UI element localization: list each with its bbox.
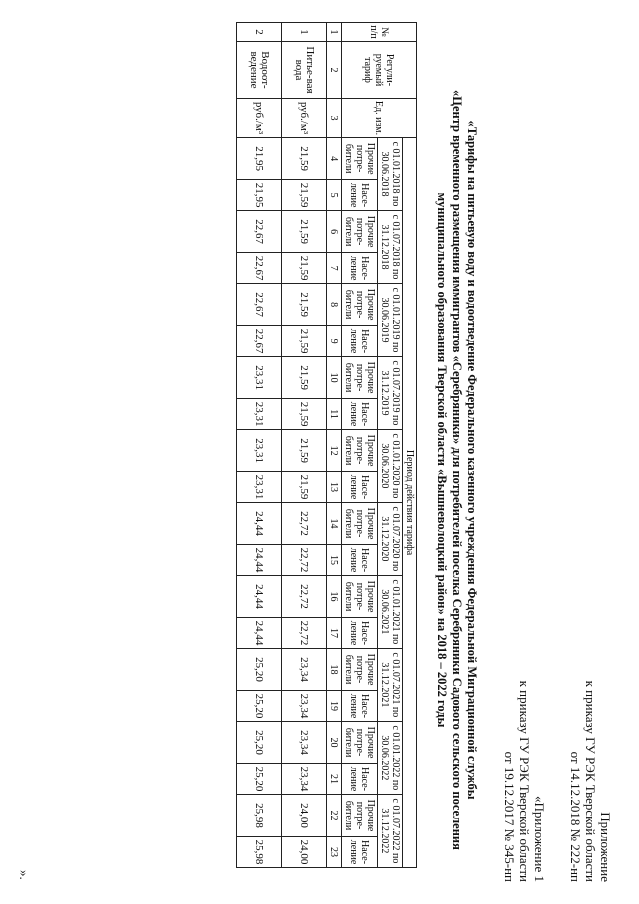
period-cell: с 01.07.2020 по 31.12.2020 bbox=[378, 502, 403, 575]
appendix-line: от 14.12.2018 № 222-нп bbox=[568, 751, 583, 882]
tariff-value: 21,59 bbox=[282, 253, 327, 284]
tariff-value: 23,31 bbox=[237, 429, 282, 471]
column-index-cell: 2 bbox=[327, 42, 342, 99]
column-index-cell: 22 bbox=[327, 794, 342, 836]
header-unit: Ед. изм. bbox=[342, 99, 417, 138]
column-index-cell: 4 bbox=[327, 138, 342, 180]
appendix-1-header bbox=[502, 681, 547, 882]
column-index-cell: 6 bbox=[327, 210, 342, 252]
population-cell: Насе-ление bbox=[342, 399, 378, 430]
document-title bbox=[434, 90, 479, 850]
appendix-line: «Приложение 1 bbox=[532, 795, 547, 882]
column-index-cell: 12 bbox=[327, 429, 342, 471]
column-index-cell: 16 bbox=[327, 575, 342, 617]
tariff-value: 22,72 bbox=[282, 502, 327, 544]
appendix-line: от 19.12.2017 № 345-нп bbox=[502, 751, 517, 882]
tariff-value: 21,59 bbox=[282, 138, 327, 180]
unit-cell: руб./м³ bbox=[282, 99, 327, 138]
column-index-cell: 20 bbox=[327, 721, 342, 763]
tariff-value: 23,34 bbox=[282, 691, 327, 722]
tariff-value: 25,98 bbox=[237, 837, 282, 868]
tariff-value: 21,59 bbox=[282, 356, 327, 398]
tariff-value: 22,72 bbox=[282, 575, 327, 617]
appendix-line: к приказу ГУ РЭК Тверской области bbox=[517, 680, 532, 882]
header-number: № п/п bbox=[342, 23, 417, 42]
tariff-value: 23,31 bbox=[237, 472, 282, 503]
tariff-value: 21,59 bbox=[282, 210, 327, 252]
tariff-value: 25,20 bbox=[237, 691, 282, 722]
tariff-value: 21,59 bbox=[282, 326, 327, 357]
tariff-value: 22,72 bbox=[282, 545, 327, 576]
period-cell: с 01.01.2018 по 30.06.2018 bbox=[378, 138, 403, 211]
tariff-value: 22,67 bbox=[237, 326, 282, 357]
period-cell: с 01.01.2019 по 30.06.2019 bbox=[378, 283, 403, 356]
period-cell: с 01.07.2018 по 31.12.2018 bbox=[378, 210, 403, 283]
column-index-cell: 7 bbox=[327, 253, 342, 284]
tariff-value: 24,00 bbox=[282, 837, 327, 868]
tariff-name: Питье-вая вода bbox=[282, 42, 327, 99]
tariff-value: 23,34 bbox=[282, 764, 327, 795]
column-index-cell: 3 bbox=[327, 99, 342, 138]
tariff-value: 21,95 bbox=[237, 180, 282, 211]
tariff-value: 23,34 bbox=[282, 721, 327, 763]
tariff-value: 24,44 bbox=[237, 502, 282, 544]
tariff-value: 22,67 bbox=[237, 253, 282, 284]
table-row bbox=[282, 23, 327, 868]
period-cell: с 01.01.2022 по 30.06.2022 bbox=[378, 721, 403, 794]
other-consumers-cell: Прочие потре-бители bbox=[342, 283, 378, 325]
row-number: 1 bbox=[282, 23, 327, 42]
tariff-value: 25,20 bbox=[237, 764, 282, 795]
column-index-cell: 5 bbox=[327, 180, 342, 211]
column-index-cell: 13 bbox=[327, 472, 342, 503]
column-index-cell: 1 bbox=[327, 23, 342, 42]
row-number: 2 bbox=[237, 23, 282, 42]
tariff-value: 23,31 bbox=[237, 356, 282, 398]
column-index-cell: 19 bbox=[327, 691, 342, 722]
tariff-value: 25,20 bbox=[237, 648, 282, 690]
column-index-cell: 9 bbox=[327, 326, 342, 357]
title-line: «Тарифы на питьевую воду и водоотведение Федерального казенного учреждения Федеральной Миграционной службы bbox=[465, 120, 479, 800]
column-index-cell: 15 bbox=[327, 545, 342, 576]
tariff-value: 21,95 bbox=[237, 138, 282, 180]
header-tariff: Регули-руемый тариф bbox=[342, 42, 417, 99]
appendix-header bbox=[568, 681, 613, 882]
tariff-value: 24,44 bbox=[237, 618, 282, 649]
header-period: Период действия тарифа bbox=[403, 138, 417, 868]
column-index-cell: 11 bbox=[327, 399, 342, 430]
column-index-cell: 18 bbox=[327, 648, 342, 690]
tariff-value: 21,59 bbox=[282, 429, 327, 471]
appendix-line: к приказу ГУ РЭК Тверской области bbox=[583, 680, 598, 882]
tariff-name: Водоот-ведение bbox=[237, 42, 282, 99]
tariff-value: 21,59 bbox=[282, 283, 327, 325]
column-index-cell: 23 bbox=[327, 837, 342, 868]
column-index-cell: 14 bbox=[327, 502, 342, 544]
title-line: «Центр временного размещения иммигрантов «Серебряники» для потребителей поселка Серебряники Садового сельского поселения bbox=[450, 90, 464, 850]
population-cell: Насе-ление bbox=[342, 837, 378, 868]
tariff-value: 23,34 bbox=[282, 648, 327, 690]
period-cell: с 01.07.2021 по 31.12.2021 bbox=[378, 648, 403, 721]
period-cell: с 01.01.2020 по 30.06.2020 bbox=[378, 429, 403, 502]
other-consumers-cell: Прочие потре-бители bbox=[342, 138, 378, 180]
population-cell: Насе-ление bbox=[342, 472, 378, 503]
tariff-value: 24,44 bbox=[237, 575, 282, 617]
period-cell: с 01.01.2021 по 30.06.2021 bbox=[378, 575, 403, 648]
population-cell: Насе-ление bbox=[342, 545, 378, 576]
column-index-row bbox=[327, 23, 342, 868]
period-cell: с 01.07.2019 по 31.12.2019 bbox=[378, 356, 403, 429]
tariff-value: 24,44 bbox=[237, 545, 282, 576]
population-cell: Насе-ление bbox=[342, 618, 378, 649]
other-consumers-cell: Прочие потре-бители bbox=[342, 502, 378, 544]
other-consumers-cell: Прочие потре-бители bbox=[342, 721, 378, 763]
tariff-value: 22,67 bbox=[237, 210, 282, 252]
tariff-value: 25,20 bbox=[237, 721, 282, 763]
other-consumers-cell: Прочие потре-бители bbox=[342, 429, 378, 471]
other-consumers-cell: Прочие потре-бители bbox=[342, 648, 378, 690]
column-index-cell: 17 bbox=[327, 618, 342, 649]
tariff-value: 22,67 bbox=[237, 283, 282, 325]
population-cell: Насе-ление bbox=[342, 764, 378, 795]
closing-quote: ». bbox=[17, 870, 32, 880]
tariff-value: 23,31 bbox=[237, 399, 282, 430]
column-index-cell: 21 bbox=[327, 764, 342, 795]
other-consumers-cell: Прочие потре-бители bbox=[342, 356, 378, 398]
column-index-cell: 8 bbox=[327, 283, 342, 325]
population-cell: Насе-ление bbox=[342, 326, 378, 357]
period-cell: с 01.07.2022 по 31.12.2022 bbox=[378, 794, 403, 867]
column-index-cell: 10 bbox=[327, 356, 342, 398]
population-cell: Насе-ление bbox=[342, 253, 378, 284]
tariff-value: 22,72 bbox=[282, 618, 327, 649]
tariff-value: 21,59 bbox=[282, 472, 327, 503]
other-consumers-cell: Прочие потре-бители bbox=[342, 575, 378, 617]
period-row bbox=[378, 23, 403, 868]
other-consumers-cell: Прочие потре-бители bbox=[342, 794, 378, 836]
population-cell: Насе-ление bbox=[342, 691, 378, 722]
appendix-line: Приложение bbox=[598, 812, 613, 882]
population-cell: Насе-ление bbox=[342, 180, 378, 211]
other-consumers-cell: Прочие потре-бители bbox=[342, 210, 378, 252]
table-row bbox=[237, 23, 282, 868]
tariff-value: 24,00 bbox=[282, 794, 327, 836]
tariff-value: 21,59 bbox=[282, 399, 327, 430]
tariff-value: 25,98 bbox=[237, 794, 282, 836]
unit-cell: руб./м³ bbox=[237, 99, 282, 138]
title-line: муниципального образования Тверской области «Вышневолоцкий район» на 2018 – 2022 годы bbox=[435, 192, 449, 728]
tariff-table bbox=[236, 22, 417, 868]
consumer-type-row bbox=[342, 23, 378, 868]
tariff-value: 21,59 bbox=[282, 180, 327, 211]
